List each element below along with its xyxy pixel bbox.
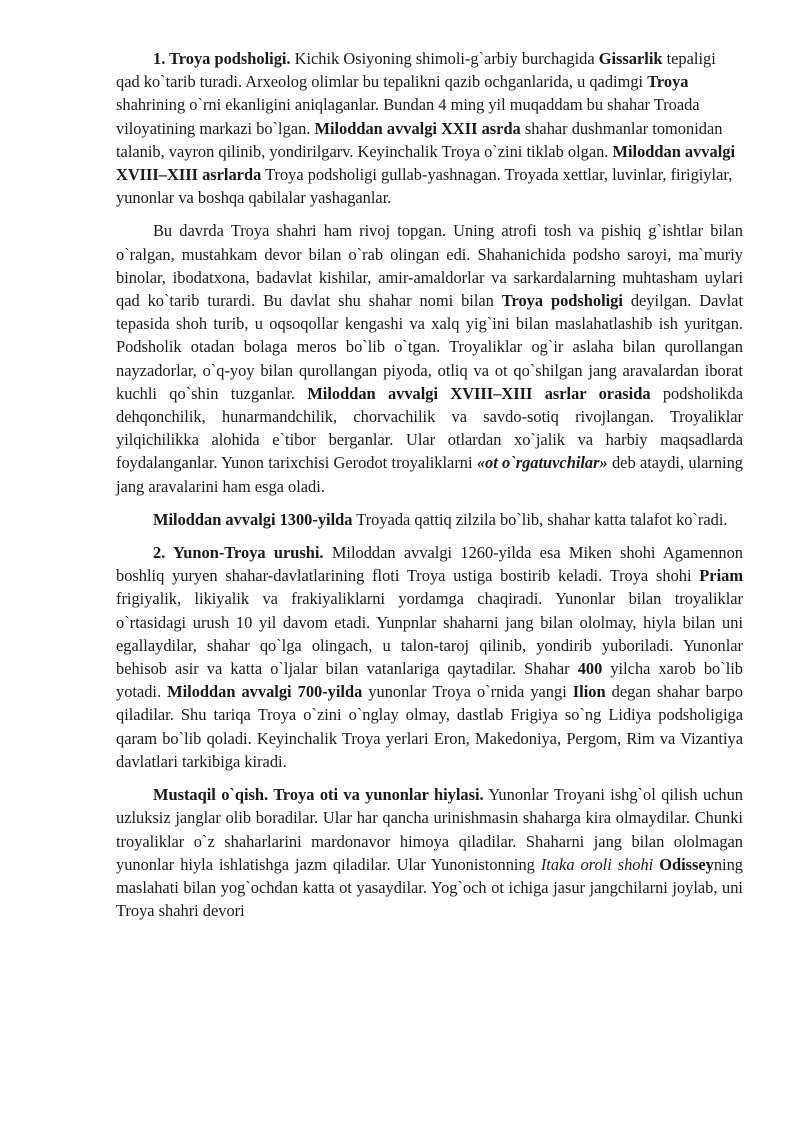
emphasis-text: Miloddan avvalgi XVIII–XIII asrlarda [116, 141, 735, 185]
body-text: yunonlar Troya o`rnida yangi [362, 682, 573, 702]
body-text: deyilgan. Davlat tepasida shoh turib, u oqsoqollar kengashi va xalq yig`ini bilan maslahatlashib ish yuritgan. Podsholik otadan bolaga meros bo`lib o`tgan. Troyaliklar og`ir aslaha bilan qurollangan nayzadorlar, o`q-yoy bilan qurollangan piyoda, otliq va ot qo`shilgan jang aravalardan iborat kuchli qo`shin tuzganlar. [116, 291, 743, 403]
body-text: frigiyalik, likiyalik va frakiyaliklarni yordamga chaqiradi. Yunonlar bilan troyaliklar o`rtasidagi urush 10 yil davom etadi. Yunpnlar shaharni jang bilan ololmay, hiyla bilan uni egallaydilar, shahar qo`lga olingach, u talon-taroj qilinib, yondirib yuboriladi. Yunonlar behisob asir va katta o`ljalar bilan vatanlariga qaytadilar. Shahar [116, 589, 743, 679]
body-text: Bu davrda Troya shahri ham rivoj topgan. Uning atrofi tosh va pishiq g`ishtlar bilan o`ralgan, mustahkam devor bilan o`rab olingan edi. Shahanichida podsho saroyi, ma`muriy binolar, ibodatxona, badavlat kishilar, amir-amaldorlar va sarkardalarning muhtasham uylari qad ko`tarib turardi. Bu davlat shu shahar nomi bilan [116, 221, 743, 311]
emphasis-text: 2. Yunon-Troya urushi. [153, 543, 324, 563]
emphasis-text: Ilion [572, 682, 606, 702]
emphasis-text: Miloddan avvalgi XVIII–XIII asrlar orasida [307, 383, 651, 403]
paragraph-zilzila [116, 508, 743, 531]
body-text: Troyada qattiq zilzila bo`lib, shahar katta talafot ko`radi. [352, 509, 728, 529]
emphasis-text: Miloddan avvalgi XXII asrda [314, 118, 521, 138]
body-text: Kichik Osiyoning shimoli-g`arbiy burchagida [290, 49, 599, 68]
body-text: degan shahar barpo qiladilar. Shu tariqa Troya o`zini o`nglay olmay, dastlab Frigiya so`ng Lidiya podsholigiga qaram bo`lib qoladi. Keyinchalik Troya yerlari Eron, Makedoniya, Pergom, Rim va Vizantiya davlatlari tarkibiga kiradi. [116, 682, 743, 771]
body-text: ning maslahati bilan yog`ochdan katta ot yasaydilar. Yog`och ot ichiga jasur jangchilarni joylab, uni Troya shahri devori [116, 854, 743, 921]
body-text: podsholikda dehqonchilik, hunarmandchilik, chorvachilik va savdo-sotiq rivojlangan. Troyaliklar yilqichilikka alohida e`tibor berganlar. Ular otlardan xo`jalik va harbiy maqsadlarda foydalanganlar. Yunon tarixchisi Gerodot troyaliklarni [116, 383, 743, 473]
emphasis-text: Miloddan avvalgi 700-yilda [167, 682, 363, 702]
body-text: tepaligi qad ko`tarib turadi. Arxeolog olimlar bu tepalikni qazib ochganlarida, u qadimgi [116, 49, 716, 92]
emphasis-text: Itaka oroli shohi [540, 854, 654, 874]
emphasis-text: Odissey [659, 854, 714, 874]
emphasis-text: Mustaqil o`qish. Troya oti va yunonlar hiylasi. [153, 785, 484, 805]
emphasis-text: Priam [699, 566, 743, 586]
body-text: shahrining o`rni ekanligini aniqlaganlar. Bundan 4 ming yil muqaddam bu shahar Troada viloyatining markazi bo`lgan. [116, 95, 700, 138]
document-body [116, 47, 743, 932]
body-text: Troya podsholigi gullab-yashnagan. Troyada xettlar, luvinlar, firigiylar, yunonlar va boshqa qabilalar yashaganlar. [116, 165, 733, 208]
body-text: yilcha xarob bo`lib yotadi. [116, 659, 744, 702]
body-text: shahar dushmanlar tomonidan talanib, vayron qilinib, yondirilgarv. Keyinchalik Troya o`zini tiklab olgan. [116, 118, 723, 161]
emphasis-text: 1. Troya podsholigi. [153, 49, 291, 68]
paragraph-yunon-troya-urushi [116, 541, 743, 773]
body-text: Miloddan avvalgi 1260-yilda esa Miken shohi Agamennon boshliq yuryen shahar-davlatlarining floti Troya ustiga bostirib keladi. Troya shohi [116, 543, 743, 586]
emphasis-text: 400 [577, 659, 603, 679]
paragraph-troya-shahri [116, 219, 743, 497]
emphasis-text: «ot o`rgatuvchilar» [476, 453, 608, 473]
paragraph-mustaqil-oqish [116, 783, 743, 922]
paragraph-troya-podsholigi [116, 47, 743, 209]
body-text: deb ataydi, ularning jang aravalarini ham esga oladi. [116, 453, 743, 496]
emphasis-text: Troya podsholigi [501, 291, 623, 311]
emphasis-text: Miloddan avvalgi 1300-yilda [153, 509, 353, 529]
body-text: Yunonlar Troyani ishg`ol qilish uchun uzluksiz janglar olib boradilar. Ular har qancha urinishmasin shaharga kira olmaydilar. Chunki troyaliklar o`z shaharlarini mardonavor himoya qiladilar. Shaharni jang bilan ololmagan yunonlar hiyla ishlatishga jazm qiladilar. Ular Yunonistonning [116, 785, 743, 874]
emphasis-text: Gissarlik [598, 49, 663, 68]
emphasis-text: Troya [647, 72, 689, 92]
